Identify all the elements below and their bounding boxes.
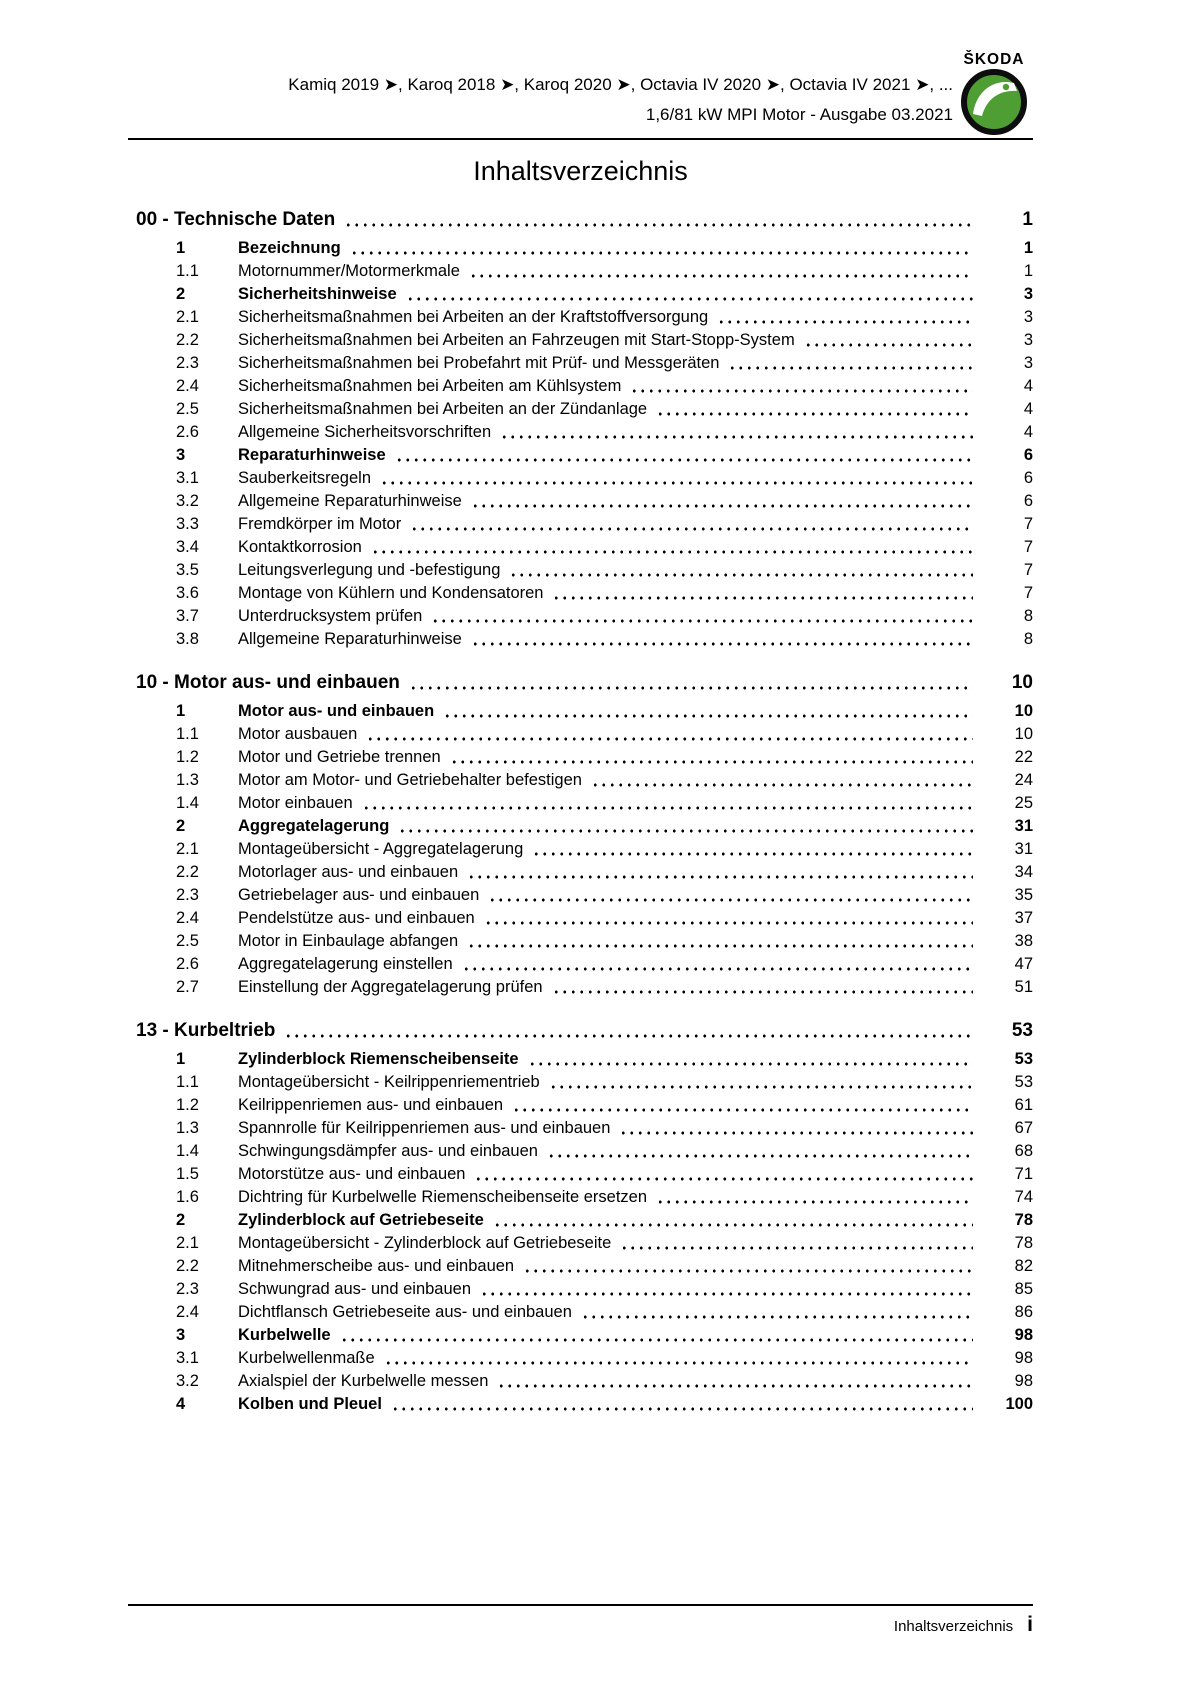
section-title: Fremdkörper im Motor (238, 515, 402, 533)
section-page-number: 86 (1014, 1303, 1033, 1321)
section-page-number: 68 (1014, 1142, 1033, 1160)
section-page-number: 53 (1014, 1050, 1033, 1068)
dot-leader (488, 884, 973, 907)
section-number: 3.6 (176, 584, 199, 602)
toc-section-row[interactable] (128, 536, 1033, 559)
section-page-number: 8 (1023, 607, 1033, 625)
dot-leader (362, 792, 973, 815)
dot-leader (581, 1301, 973, 1324)
toc-section-row[interactable] (128, 1048, 1033, 1071)
section-title: Unterdrucksystem prüfen (238, 607, 423, 625)
section-title: Spannrolle für Keilrippenriemen aus- und einbauen (238, 1119, 611, 1137)
section-number: 2.4 (176, 377, 199, 395)
dot-leader (344, 206, 973, 233)
toc-section-row[interactable] (128, 490, 1033, 513)
section-page-number: 24 (1014, 771, 1033, 789)
toc-section-row[interactable] (128, 861, 1033, 884)
section-page-number: 98 (1014, 1372, 1033, 1390)
dot-leader (462, 953, 973, 976)
section-number: 2.7 (176, 978, 199, 996)
section-number: 4 (176, 1395, 186, 1413)
section-title: Sicherheitsmaßnahmen bei Arbeiten an der Zündanlage (238, 400, 648, 418)
section-title: Motor und Getriebe trennen (238, 748, 441, 766)
section-title: Motorstütze aus- und einbauen (238, 1165, 466, 1183)
section-title: Sicherheitshinweise (238, 285, 397, 303)
section-page-number: 85 (1014, 1280, 1033, 1298)
toc-chapter-row[interactable] (128, 669, 1033, 696)
section-title: Motor einbauen (238, 794, 353, 812)
section-title: Leitungsverlegung und -befestigung (238, 561, 501, 579)
toc-section-row[interactable] (128, 746, 1033, 769)
dot-leader (497, 1370, 973, 1393)
section-number: 3.7 (176, 607, 199, 625)
toc-section-row[interactable] (128, 1370, 1033, 1393)
section-number: 2.3 (176, 354, 199, 372)
section-title: Allgemeine Reparaturhinweise (238, 630, 462, 648)
section-title: Aggregatelagerung einstellen (238, 955, 453, 973)
toc-section-row[interactable] (128, 1117, 1033, 1140)
dot-leader (284, 1017, 973, 1044)
section-number: 2 (176, 285, 186, 303)
dot-leader (500, 421, 973, 444)
section-page-number: 67 (1014, 1119, 1033, 1137)
dot-leader (552, 582, 973, 605)
section-number: 2.5 (176, 932, 199, 950)
dot-leader (340, 1324, 973, 1347)
toc-section-row[interactable] (128, 1393, 1033, 1416)
section-title: Kurbelwellenmaße (238, 1349, 375, 1367)
toc-section-row[interactable] (128, 723, 1033, 746)
dot-leader (717, 306, 973, 329)
section-title: Kurbelwelle (238, 1326, 331, 1344)
section-title: Allgemeine Reparaturhinweise (238, 492, 462, 510)
toc-section-row[interactable] (128, 444, 1033, 467)
dot-leader (469, 260, 973, 283)
chapter-sections (128, 700, 1033, 999)
section-title: Allgemeine Sicherheitsvorschriften (238, 423, 492, 441)
section-title: Sauberkeitsregeln (238, 469, 371, 487)
dot-leader (474, 1163, 973, 1186)
toc-chapter (128, 1017, 1033, 1416)
section-number: 2.3 (176, 886, 199, 904)
section-page-number: 38 (1014, 932, 1033, 950)
section-number: 3.8 (176, 630, 199, 648)
toc-section-row[interactable] (128, 1186, 1033, 1209)
dot-leader (619, 1117, 973, 1140)
dot-leader (366, 723, 973, 746)
dot-leader (409, 669, 973, 696)
dot-leader (630, 375, 973, 398)
section-number: 1.4 (176, 1142, 199, 1160)
toc-section-row[interactable] (128, 260, 1033, 283)
section-number: 1.2 (176, 748, 199, 766)
chapter-page-number: 53 (1011, 1020, 1033, 1041)
section-title: Sicherheitsmaßnahmen bei Probefahrt mit Prüf- und Messgeräten (238, 354, 720, 372)
section-page-number: 53 (1014, 1073, 1033, 1091)
section-title: Schwingungsdämpfer aus- und einbauen (238, 1142, 538, 1160)
section-number: 3.1 (176, 1349, 199, 1367)
section-number: 3 (176, 446, 186, 464)
chapter-sections (128, 237, 1033, 651)
dot-leader (467, 861, 973, 884)
section-page-number: 51 (1014, 978, 1033, 996)
toc-section-row[interactable] (128, 1163, 1033, 1186)
dot-leader (431, 605, 973, 628)
toc-section-row[interactable] (128, 352, 1033, 375)
section-page-number: 47 (1014, 955, 1033, 973)
toc-chapter-row[interactable] (128, 1017, 1033, 1044)
section-page-number: 61 (1014, 1096, 1033, 1114)
toc-section-row[interactable] (128, 582, 1033, 605)
section-page-number: 7 (1023, 515, 1033, 533)
section-number: 3.1 (176, 469, 199, 487)
header-models-line: Kamiq 2019 ➤, Karoq 2018 ➤, Karoq 2020 ➤, Octavia IV 2020 ➤, Octavia IV 2021 ➤, ... (288, 75, 953, 94)
section-number: 2.4 (176, 909, 199, 927)
section-title: Motor am Motor- und Getriebehalter befestigen (238, 771, 582, 789)
chapter-sections (128, 1048, 1033, 1416)
skoda-logo-icon (956, 50, 1032, 136)
section-page-number: 78 (1014, 1234, 1033, 1252)
dot-leader (656, 1186, 973, 1209)
toc-section-row[interactable] (128, 907, 1033, 930)
header-text (288, 70, 953, 130)
section-title: Bezeichnung (238, 239, 341, 257)
section-page-number: 35 (1014, 886, 1033, 904)
section-title: Motor ausbauen (238, 725, 358, 743)
section-number: 1.5 (176, 1165, 199, 1183)
chapter-label: 10 - Motor aus- und einbauen (136, 672, 400, 693)
dot-leader (620, 1232, 973, 1255)
toc-section-row[interactable] (128, 884, 1033, 907)
dot-leader (532, 838, 973, 861)
section-number: 2.4 (176, 1303, 199, 1321)
toc-section-row[interactable] (128, 237, 1033, 260)
section-title: Mitnehmerscheibe aus- und einbauen (238, 1257, 515, 1275)
section-number: 1 (176, 702, 186, 720)
section-page-number: 74 (1014, 1188, 1033, 1206)
dot-leader (552, 976, 973, 999)
section-number: 2.6 (176, 955, 199, 973)
section-title: Einstellung der Aggregatelagerung prüfen (238, 978, 543, 996)
section-title: Dichtring für Kurbelwelle Riemenscheibenseite ersetzen (238, 1188, 648, 1206)
section-title: Motor aus- und einbauen (238, 702, 435, 720)
section-page-number: 25 (1014, 794, 1033, 812)
dot-leader (523, 1255, 973, 1278)
dot-leader (528, 1048, 973, 1071)
toc-section-row[interactable] (128, 628, 1033, 651)
section-number: 2.1 (176, 840, 199, 858)
section-title: Motor in Einbaulage abfangen (238, 932, 459, 950)
header-divider (128, 138, 1033, 140)
section-page-number: 6 (1023, 492, 1033, 510)
section-title: Schwungrad aus- und einbauen (238, 1280, 472, 1298)
toc-section-row[interactable] (128, 1140, 1033, 1163)
dot-leader (493, 1209, 973, 1232)
dot-leader (547, 1140, 973, 1163)
toc-section-row[interactable] (128, 976, 1033, 999)
section-page-number: 37 (1014, 909, 1033, 927)
footer-row (128, 1606, 1033, 1637)
section-number: 2.5 (176, 400, 199, 418)
page-content (128, 0, 1033, 1416)
toc-section-row[interactable] (128, 1347, 1033, 1370)
dot-leader (804, 329, 973, 352)
section-page-number: 3 (1023, 285, 1033, 303)
section-title: Aggregatelagerung (238, 817, 390, 835)
dot-leader (350, 237, 973, 260)
toc (128, 206, 1033, 1416)
dot-leader (384, 1347, 973, 1370)
toc-chapter (128, 206, 1033, 651)
section-title: Kontaktkorrosion (238, 538, 362, 556)
dot-leader (549, 1071, 973, 1094)
section-page-number: 6 (1023, 469, 1033, 487)
section-number: 1.6 (176, 1188, 199, 1206)
dot-leader (467, 930, 973, 953)
toc-section-row[interactable] (128, 1278, 1033, 1301)
section-number: 2.2 (176, 1257, 199, 1275)
dot-leader (371, 536, 973, 559)
dot-leader (410, 513, 973, 536)
section-page-number: 31 (1014, 817, 1033, 835)
section-page-number: 10 (1014, 725, 1033, 743)
section-number: 2.2 (176, 331, 199, 349)
toc-section-row[interactable] (128, 421, 1033, 444)
toc-section-row[interactable] (128, 306, 1033, 329)
section-title: Kolben und Pleuel (238, 1395, 382, 1413)
toc-section-row[interactable] (128, 1301, 1033, 1324)
section-title: Motornummer/Motormerkmale (238, 262, 460, 280)
section-page-number: 3 (1023, 331, 1033, 349)
section-page-number: 82 (1014, 1257, 1033, 1275)
dot-leader (406, 283, 973, 306)
section-title: Getriebelager aus- und einbauen (238, 886, 480, 904)
section-title: Zylinderblock Riemenscheibenseite (238, 1050, 519, 1068)
section-page-number: 22 (1014, 748, 1033, 766)
toc-section-row[interactable] (128, 605, 1033, 628)
section-page-number: 1 (1023, 239, 1033, 257)
dot-leader (656, 398, 973, 421)
toc-section-row[interactable] (128, 1232, 1033, 1255)
section-page-number: 3 (1023, 308, 1033, 326)
footer-page-number: i (1027, 1613, 1033, 1636)
toc-chapter (128, 669, 1033, 999)
dot-leader (443, 700, 973, 723)
section-number: 3.4 (176, 538, 199, 556)
dot-leader (471, 628, 973, 651)
toc-chapter-row[interactable] (128, 206, 1033, 233)
section-page-number: 7 (1023, 538, 1033, 556)
toc-section-row[interactable] (128, 815, 1033, 838)
chapter-page-number: 10 (1011, 672, 1033, 693)
dot-leader (480, 1278, 973, 1301)
section-page-number: 98 (1014, 1326, 1033, 1344)
page-header (128, 0, 1033, 136)
toc-section-row[interactable] (128, 700, 1033, 723)
section-number: 3.2 (176, 492, 199, 510)
section-title: Sicherheitsmaßnahmen bei Arbeiten an Fahrzeugen mit Start-Stopp-System (238, 331, 795, 349)
section-number: 3 (176, 1326, 186, 1344)
section-title: Dichtflansch Getriebeseite aus- und einbauen (238, 1303, 572, 1321)
section-page-number: 4 (1023, 377, 1033, 395)
dot-leader (450, 746, 973, 769)
section-page-number: 31 (1014, 840, 1033, 858)
toc-section-row[interactable] (128, 1071, 1033, 1094)
section-page-number: 4 (1023, 423, 1033, 441)
section-number: 2.2 (176, 863, 199, 881)
section-page-number: 1 (1023, 262, 1033, 280)
section-number: 1.1 (176, 262, 199, 280)
section-page-number: 71 (1014, 1165, 1033, 1183)
section-title: Montageübersicht - Aggregatelagerung (238, 840, 524, 858)
section-number: 1.2 (176, 1096, 199, 1114)
section-number: 1.1 (176, 1073, 199, 1091)
toc-section-row[interactable] (128, 953, 1033, 976)
section-page-number: 7 (1023, 584, 1033, 602)
section-page-number: 78 (1014, 1211, 1033, 1229)
section-number: 2.3 (176, 1280, 199, 1298)
section-title: Montageübersicht - Zylinderblock auf Getriebeseite (238, 1234, 612, 1252)
section-page-number: 8 (1023, 630, 1033, 648)
svg-text:ŠKODA: ŠKODA (963, 51, 1025, 68)
skoda-logo (955, 50, 1033, 136)
dot-leader (398, 815, 973, 838)
section-number: 3.2 (176, 1372, 199, 1390)
section-title: Montage von Kühlern und Kondensatoren (238, 584, 544, 602)
toc-section-row[interactable] (128, 513, 1033, 536)
toc-section-row[interactable] (128, 838, 1033, 861)
dot-leader (484, 907, 973, 930)
toc-section-row[interactable] (128, 375, 1033, 398)
section-page-number: 4 (1023, 400, 1033, 418)
toc-section-row[interactable] (128, 792, 1033, 815)
section-title: Keilrippenriemen aus- und einbauen (238, 1096, 504, 1114)
dot-leader (591, 769, 973, 792)
toc-section-row[interactable] (128, 1324, 1033, 1347)
section-page-number: 34 (1014, 863, 1033, 881)
section-page-number: 3 (1023, 354, 1033, 372)
section-page-number: 6 (1023, 446, 1033, 464)
section-number: 2.1 (176, 308, 199, 326)
section-number: 2.6 (176, 423, 199, 441)
dot-leader (380, 467, 973, 490)
section-title: Pendelstütze aus- und einbauen (238, 909, 475, 927)
section-title: Zylinderblock auf Getriebeseite (238, 1211, 484, 1229)
section-number: 2 (176, 817, 186, 835)
chapter-label: 13 - Kurbeltrieb (136, 1020, 276, 1041)
chapter-page-number: 1 (1022, 209, 1033, 230)
section-page-number: 10 (1014, 702, 1033, 720)
dot-leader (471, 490, 973, 513)
section-number: 3.3 (176, 515, 199, 533)
toc-section-row[interactable] (128, 1094, 1033, 1117)
section-title: Reparaturhinweise (238, 446, 386, 464)
section-title: Montageübersicht - Keilrippenriementrieb (238, 1073, 540, 1091)
chapter-label: 00 - Technische Daten (136, 209, 336, 230)
dot-leader (728, 352, 973, 375)
section-number: 1.3 (176, 771, 199, 789)
toc-section-row[interactable] (128, 398, 1033, 421)
section-title: Axialspiel der Kurbelwelle messen (238, 1372, 489, 1390)
dot-leader (512, 1094, 973, 1117)
section-title: Sicherheitsmaßnahmen bei Arbeiten an der Kraftstoffversorgung (238, 308, 709, 326)
section-number: 1 (176, 239, 186, 257)
toc-section-row[interactable] (128, 1209, 1033, 1232)
toc-section-row[interactable] (128, 467, 1033, 490)
section-number: 1.3 (176, 1119, 199, 1137)
toc-section-row[interactable] (128, 769, 1033, 792)
section-page-number: 7 (1023, 561, 1033, 579)
dot-leader (509, 559, 973, 582)
section-number: 1.1 (176, 725, 199, 743)
toc-section-row[interactable] (128, 930, 1033, 953)
header-edition-line: 1,6/81 kW MPI Motor - Ausgabe 03.2021 (645, 105, 953, 124)
section-page-number: 100 (1005, 1395, 1033, 1413)
section-title: Motorlager aus- und einbauen (238, 863, 459, 881)
toc-section-row[interactable] (128, 283, 1033, 306)
section-number: 2 (176, 1211, 186, 1229)
toc-section-row[interactable] (128, 559, 1033, 582)
toc-section-row[interactable] (128, 329, 1033, 352)
dot-leader (391, 1393, 973, 1416)
section-number: 2.1 (176, 1234, 199, 1252)
section-page-number: 98 (1014, 1349, 1033, 1367)
section-number: 1.4 (176, 794, 199, 812)
page-title: Inhaltsverzeichnis (473, 156, 688, 186)
section-number: 1 (176, 1050, 186, 1068)
page-footer (128, 1604, 1033, 1637)
toc-section-row[interactable] (128, 1255, 1033, 1278)
dot-leader (395, 444, 973, 467)
section-number: 3.5 (176, 561, 199, 579)
section-title: Sicherheitsmaßnahmen bei Arbeiten am Kühlsystem (238, 377, 622, 395)
footer-label: Inhaltsverzeichnis (893, 1618, 1014, 1635)
